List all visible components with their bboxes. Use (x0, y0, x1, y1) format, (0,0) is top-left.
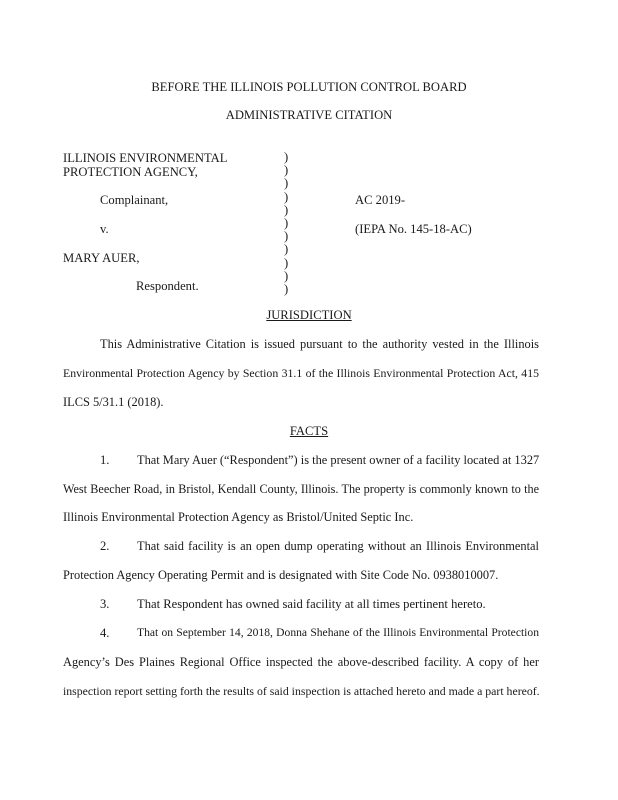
fact-number: 2. (100, 539, 110, 553)
board-heading: BEFORE THE ILLINOIS POLLUTION CONTROL BOARD (151, 80, 467, 94)
jurisdiction-heading: JURISDICTION (266, 308, 352, 322)
fact-line: That Mary Auer (“Respondent”) is the present owner of a facility located at 1327 (137, 453, 540, 467)
versus: v. (100, 222, 109, 236)
fact-number: 1. (100, 453, 110, 467)
paren: ) (284, 229, 289, 244)
caption-parentheses (284, 151, 288, 296)
fact-line: That Respondent has owned said facility at all times pertinent hereto. (137, 597, 486, 611)
paren: ) (284, 268, 289, 283)
fact-number: 3. (100, 597, 110, 611)
fact-line: Illinois Environmental Protection Agency as Bristol/United Septic Inc. (63, 510, 414, 524)
fact-line: That on September 14, 2018, Donna Shehane of the Illinois Environmental Protection (137, 626, 539, 639)
paren: ) (284, 189, 289, 204)
paren: ) (284, 281, 289, 296)
respondent-role: Respondent. (136, 279, 199, 293)
fact-line: That said facility is an open dump operating without an Illinois Environmental (137, 539, 539, 553)
paren: ) (284, 255, 289, 270)
fact-line: West Beecher Road, in Bristol, Kendall County, Illinois. The property is commonly known to the (63, 482, 539, 496)
paren: ) (284, 176, 289, 191)
jurisdiction-line: ILCS 5/31.1 (2018). (63, 395, 164, 409)
respondent-name: MARY AUER, (63, 251, 140, 265)
fact-number: 4. (100, 626, 110, 640)
paren: ) (284, 215, 289, 230)
facts-heading: FACTS (289, 424, 329, 438)
paren: ) (284, 163, 289, 178)
paren: ) (284, 150, 289, 164)
paren: ) (284, 242, 289, 257)
complainant-role: Complainant, (100, 193, 169, 207)
fact-line: Agency’s Des Plaines Regional Office inspected the above-described facility. A copy of her (63, 655, 539, 669)
iepa-number: (IEPA No. 145-18-AC) (355, 222, 472, 236)
fact-line: Protection Agency Operating Permit and is designated with Site Code No. 0938010007. (63, 568, 499, 582)
jurisdiction-line: Environmental Protection Agency by Section 31.1 of the Illinois Environmental Protection Act, 415 (63, 366, 539, 380)
jurisdiction-line: This Administrative Citation is issued pursuant to the authority vested in the Illinois (100, 337, 539, 351)
citation-title: ADMINISTRATIVE CITATION (225, 108, 393, 122)
paren: ) (284, 202, 289, 217)
complainant-name-line2: PROTECTION AGENCY, (63, 165, 198, 179)
complainant-name-line1: ILLINOIS ENVIRONMENTAL (63, 151, 228, 165)
case-number: AC 2019- (355, 193, 406, 207)
fact-line: inspection report setting forth the results of said inspection is attached hereto and made a part hereof. (63, 684, 540, 698)
